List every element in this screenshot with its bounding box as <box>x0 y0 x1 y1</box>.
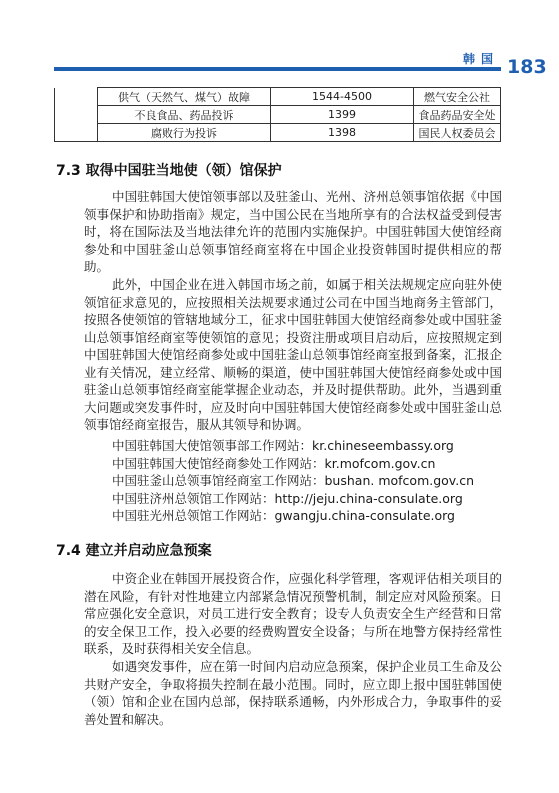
table-cell-issue: 供气（天然气、煤气）故障 <box>98 88 271 106</box>
section-heading-7-4: 7.4 建立并启动应急预案 <box>56 543 212 559</box>
table-cell-agency: 食品药品安全处 <box>414 106 501 124</box>
section-heading-7-3: 7.3 取得中国驻当地使（领）馆保护 <box>56 163 282 179</box>
table-row <box>55 88 501 106</box>
table-row <box>55 124 501 142</box>
running-header-country: 韩国 <box>463 52 500 66</box>
paragraph: 如遇突发事件，应在第一时间内启动应急预案，保护企业员工生命及公共财产安全，争取将损失控制在最小范围。同时，应立即上报中国驻韩国使（领）馆和企业在国内总部，保持联系通畅，内外形成合力，争取事件的妥善处置和解决。 <box>84 659 502 727</box>
website-line: 中国驻光州总领馆工作网站：gwangju.china-consulate.org <box>112 508 455 523</box>
table-cell-phone: 1398 <box>271 124 414 142</box>
website-line: 中国驻济州总领馆工作网站：http://jeju.china-consulate.org <box>112 490 463 506</box>
page-number: 183 <box>507 56 547 78</box>
paragraph: 中国驻韩国大使馆领事部以及驻釜山、光州、济州总领事馆依据《中国领事保护和协助指南》规定，当中国公民在当地所享有的合法权益受到侵害时，将在国际法及当地法律允许的范围内实施保护。中国驻韩国大使馆经商参处和中国驻釜山总领事馆经商室将在中国企业投资韩国时提供相应的帮助。 <box>84 189 502 274</box>
header-rule <box>54 67 501 71</box>
table-cell-agency: 国民人权委员会 <box>414 124 501 142</box>
website-list <box>84 437 502 525</box>
website-line: 中国驻韩国大使馆经商参处工作网站：kr.mofcom.gov.cn <box>112 455 436 471</box>
website-line: 中国驻釜山总领事馆经商室工作网站：bushan. mofcom.gov.cn <box>112 473 474 488</box>
paragraph: 此外，中国企业在进入韩国市场之前，如属于相关法规规定应向驻外使领馆征求意见的，应按照相关法规要求通过公司在中国当地商务主管部门，按照各使领馆的管辖地域分工，征求中国驻韩国大使馆经商参处或中国驻釜山总领事馆经商室等使领馆的意见；投资注册或项目启动后，应按照规定到中国驻韩国大使馆经商参处或中国驻釜山总领事馆经商室报到备案，汇报企业有关情况，建立经常、顺畅的渠道，使中国驻韩国大使馆经商参处或中国驻釜山总领事馆经商室能掌握企业动态，并及时提供帮助。此外，当遇到重大问题或突发事件时，应及时向中国驻韩国大使馆经商参处或中国驻釜山总领事馆经商室报告，服从其领导和协调。 <box>84 277 502 432</box>
table-cell-phone: 1544-4500 <box>271 88 414 106</box>
website-line: 中国驻韩国大使馆领事部工作网站：kr.chineseembassy.org <box>112 438 454 453</box>
paragraph: 中资企业在韩国开展投资合作，应强化科学管理，客观评估相关项目的潜在风险，有针对性地建立内部紧急情况预警机制，制定应对风险预案。日常应强化安全意识，对员工进行安全教育；设专人负责安全生产经营和日常的安全保卫工作，投入必要的经费购置安全设备；与所在地警方保持经常性联系，及时获得相关安全信息。 <box>84 571 502 656</box>
table-cell-issue: 不良食品、药品投诉 <box>98 106 271 124</box>
table-row <box>55 106 501 124</box>
contact-table <box>54 87 501 142</box>
table-cell-issue: 腐败行为投诉 <box>98 124 271 142</box>
table-cell-phone: 1399 <box>271 106 414 124</box>
table-cell-agency: 燃气安全公社 <box>414 88 501 106</box>
table-cell-blank <box>55 88 98 142</box>
